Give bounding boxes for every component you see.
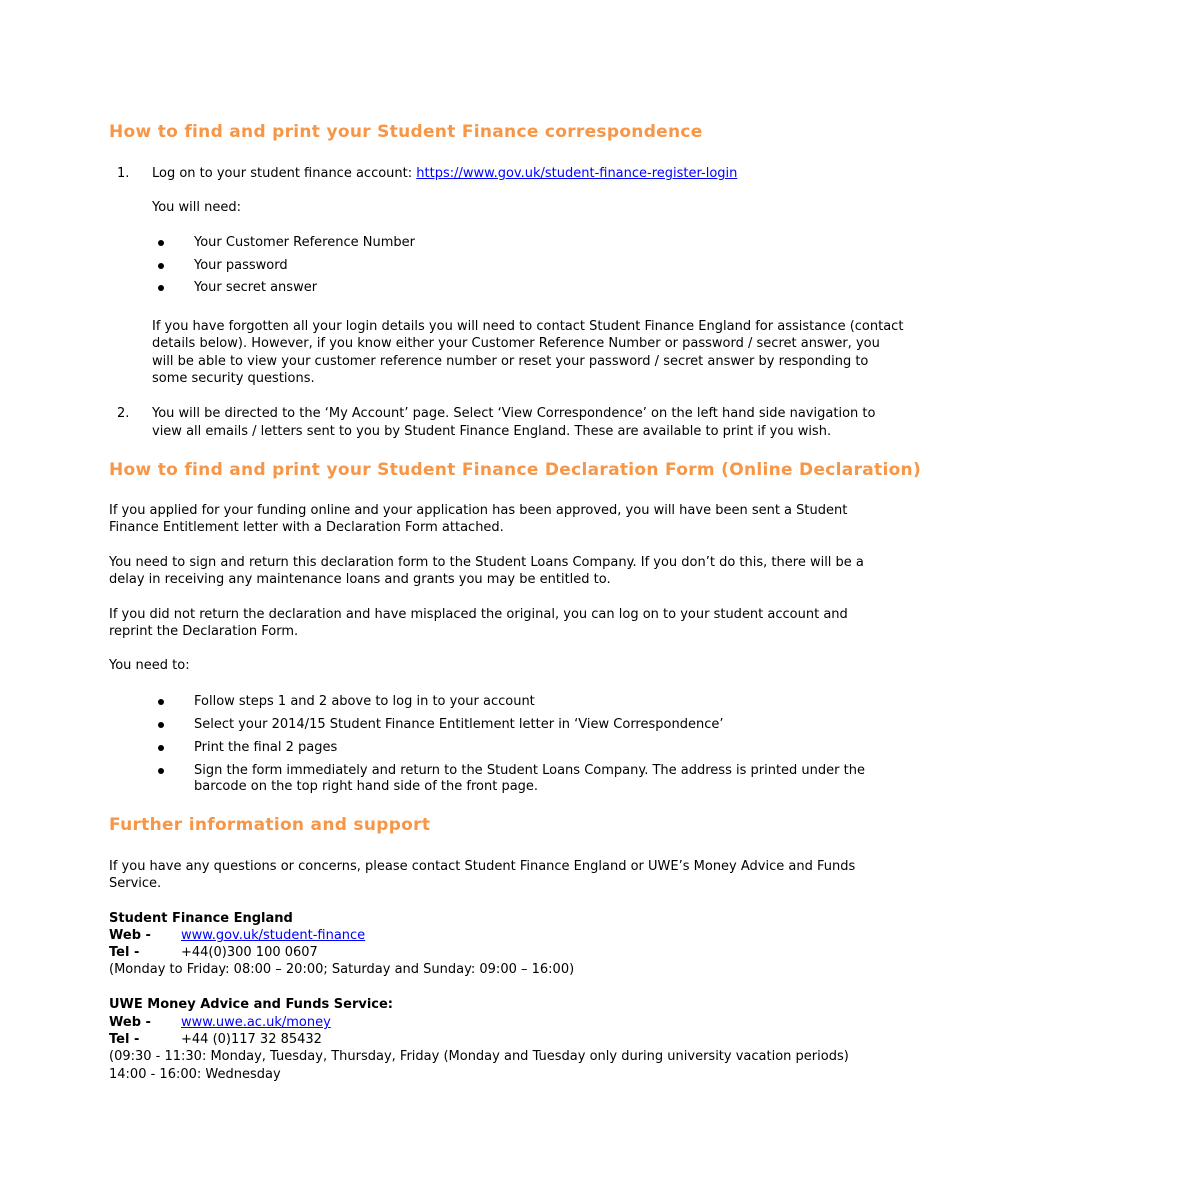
- support-intro: Service.: [109, 876, 162, 891]
- step-1-text: [152, 165, 737, 183]
- student-finance-login-link[interactable]: https://www.gov.uk/student-finance-register-login: [416, 166, 738, 181]
- step-2-line: view all emails / letters sent to you by Student Finance England. These are available to print if you wish.: [152, 424, 832, 439]
- sfe-web-label: Web -: [109, 928, 151, 943]
- bullet-icon: [158, 722, 164, 728]
- declaration-para-2: delay in receiving any maintenance loans and grants you may be entitled to.: [109, 572, 611, 587]
- bullet-icon: [158, 768, 164, 774]
- forgotten-line: some security questions.: [152, 371, 315, 386]
- uwe-hours: (09:30 - 11:30: Monday, Tuesday, Thursday, Friday (Monday and Tuesday only during university vacation periods): [109, 1049, 849, 1064]
- declaration-step: Follow steps 1 and 2 above to log in to your account: [194, 694, 535, 709]
- step-2-number: 2.: [117, 406, 130, 421]
- sfe-tel: +44(0)300 100 0607: [181, 945, 318, 960]
- heading-declaration: How to find and print your Student Finance Declaration Form (Online Declaration): [109, 460, 922, 480]
- uwe-tel: +44 (0)117 32 85432: [181, 1032, 322, 1047]
- bullet-icon: [158, 699, 164, 705]
- heading-further-info: Further information and support: [109, 815, 431, 835]
- need-item: Your Customer Reference Number: [194, 235, 415, 250]
- heading-correspondence: How to find and print your Student Finance correspondence: [109, 122, 703, 142]
- sfe-hours: (Monday to Friday: 08:00 – 20:00; Saturday and Sunday: 09:00 – 16:00): [109, 962, 575, 977]
- need-item: Your password: [194, 258, 288, 273]
- uwe-web-link[interactable]: www.uwe.ac.uk/money: [181, 1015, 331, 1030]
- declaration-para-2: You need to sign and return this declaration form to the Student Loans Company. If you don’t do this, there will be a: [109, 555, 864, 570]
- declaration-step: Sign the form immediately and return to the Student Loans Company. The address is printed under the: [194, 763, 865, 778]
- bullet-icon: [158, 263, 164, 269]
- declaration-para-1: Finance Entitlement letter with a Declaration Form attached.: [109, 520, 504, 535]
- declaration-para-3: reprint the Declaration Form.: [109, 624, 299, 639]
- uwe-web-label: Web -: [109, 1015, 151, 1030]
- declaration-para-3: If you did not return the declaration and have misplaced the original, you can log on to your student account and: [109, 607, 848, 622]
- forgotten-line: will be able to view your customer reference number or reset your password / secret answer by responding to: [152, 354, 869, 369]
- sfe-tel-label: Tel -: [109, 945, 140, 960]
- forgotten-line: If you have forgotten all your login details you will need to contact Student Finance England for assistance (contact: [152, 319, 904, 334]
- forgotten-line: details below). However, if you know either your Customer Reference Number or password / secret answer, you: [152, 336, 880, 351]
- uwe-hours-wednesday: 14:00 - 16:00: Wednesday: [109, 1067, 281, 1082]
- declaration-step: Print the final 2 pages: [194, 740, 338, 755]
- step-1-label: Log on to your student finance account:: [152, 166, 417, 181]
- bullet-icon: [158, 240, 164, 246]
- bullet-icon: [158, 745, 164, 751]
- uwe-title: UWE Money Advice and Funds Service:: [109, 997, 394, 1012]
- sfe-web-link[interactable]: www.gov.uk/student-finance: [181, 928, 366, 943]
- declaration-step: Select your 2014/15 Student Finance Entitlement letter in ‘View Correspondence’: [194, 717, 724, 732]
- you-will-need-label: You will need:: [152, 200, 242, 215]
- uwe-tel-label: Tel -: [109, 1032, 140, 1047]
- step-2-line: You will be directed to the ‘My Account’ page. Select ‘View Correspondence’ on the left hand side navigation to: [152, 406, 876, 421]
- bullet-icon: [158, 285, 164, 291]
- declaration-step-continued: barcode on the top right hand side of the front page.: [194, 779, 539, 794]
- support-intro: If you have any questions or concerns, please contact Student Finance England or UWE’s Money Advice and Funds: [109, 859, 856, 874]
- sfe-title: Student Finance England: [109, 911, 293, 926]
- you-need-to-label: You need to:: [109, 658, 190, 673]
- need-item: Your secret answer: [194, 280, 318, 295]
- step-1-number: 1.: [117, 166, 130, 181]
- declaration-para-1: If you applied for your funding online and your application has been approved, you will have been sent a Student: [109, 503, 848, 518]
